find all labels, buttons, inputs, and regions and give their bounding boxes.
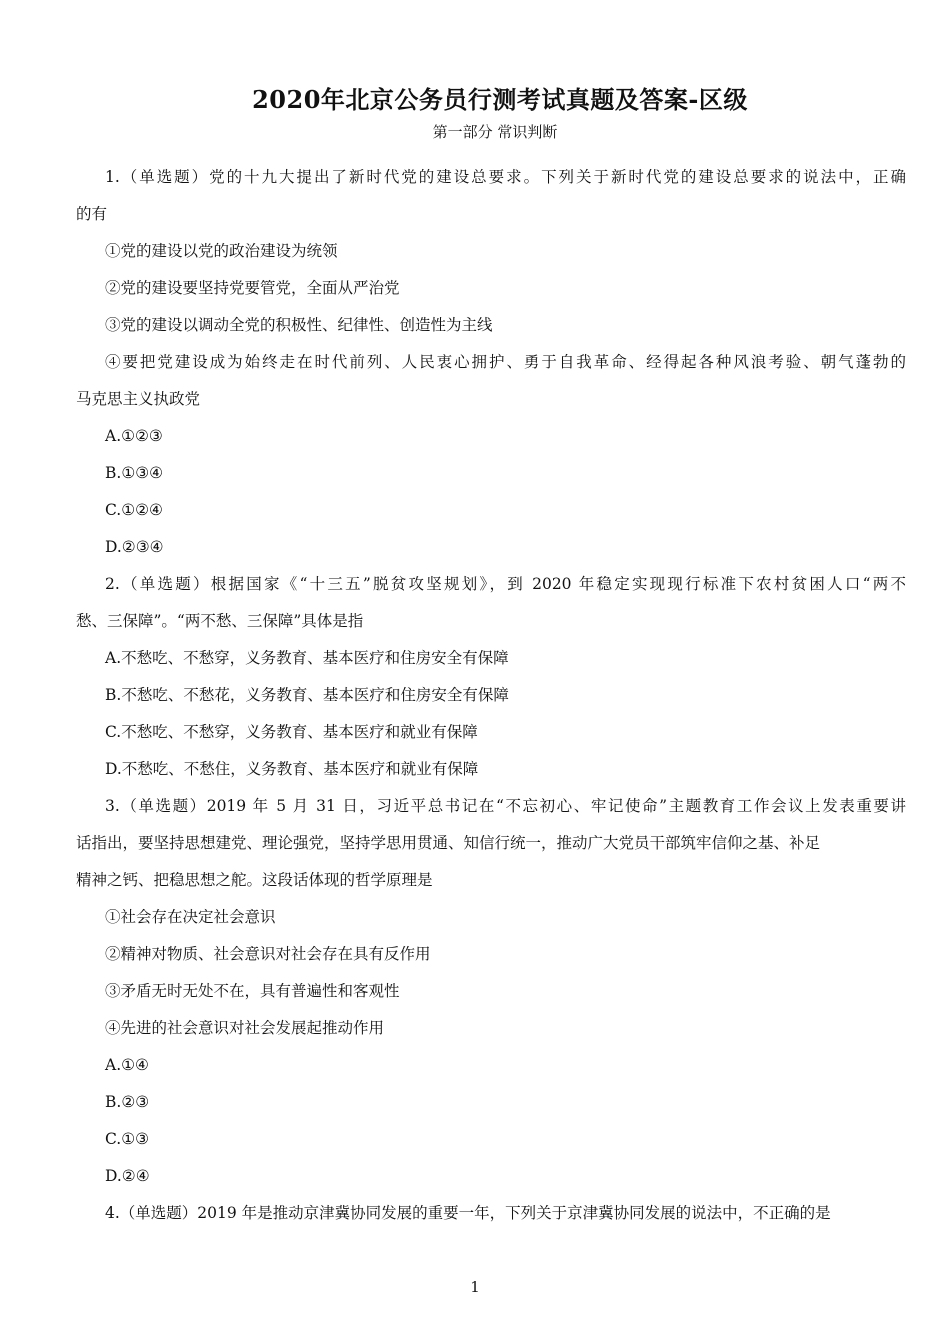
question-stem-line: 3.（单选题）2019 年 5 月 31 日，习近平总书记在“不忘初心、牢记使命”主题教育工作会议上发表重要讲 (105, 797, 906, 815)
answer-option: C.不愁吃、不愁穿，义务教育、基本医疗和就业有保障 (105, 723, 478, 741)
statement-item: ③党的建设以调动全党的积极性、纪律性、创造性为主线 (105, 316, 493, 334)
question-1 (76, 159, 906, 566)
statement-item: ①社会存在决定社会意识 (105, 908, 276, 926)
statement-item: ②党的建设要坚持党要管党，全面从严治党 (105, 279, 400, 297)
statement-item-continuation: 马克思主义执政党 (76, 390, 201, 408)
question-stem-line: 精神之钙、把稳思想之舵。这段话体现的哲学原理是 (76, 871, 433, 889)
page-number: 1 (470, 1278, 480, 1296)
question-stem-line: 愁、三保障”。“两不愁、三保障”具体是指 (76, 612, 364, 630)
answer-option: C.①②④ (105, 501, 163, 519)
statement-item: ④先进的社会意识对社会发展起推动作用 (105, 1019, 385, 1037)
question-4 (76, 1195, 906, 1232)
statement-item: ①党的建设以党的政治建设为统领 (105, 242, 338, 260)
answer-option: A.①②③ (105, 427, 163, 445)
question-stem-line: 2.（单选题）根据国家《“十三五”脱贫攻坚规划》，到 2020 年稳定实现现行标准下农村贫困人口“两不 (105, 575, 906, 593)
answer-option: D.②③④ (105, 538, 164, 556)
answer-option: A.不愁吃、不愁穿，义务教育、基本医疗和住房安全有保障 (105, 649, 509, 667)
document-body (76, 159, 906, 1232)
statement-item: ③矛盾无时无处不在，具有普遍性和客观性 (105, 982, 400, 1000)
question-2 (76, 566, 906, 788)
question-3 (76, 788, 906, 1195)
statement-item: ④要把党建设成为始终走在时代前列、人民衷心拥护、勇于自我革命、经得起各种风浪考验、朝气蓬勃的 (105, 353, 906, 371)
question-stem-line: 4.（单选题）2019 年是推动京津冀协同发展的重要一年，下列关于京津冀协同发展的说法中，不正确的是 (105, 1204, 831, 1222)
question-stem-line: 的有 (76, 205, 108, 223)
answer-option: D.不愁吃、不愁住，义务教育、基本医疗和就业有保障 (105, 760, 479, 778)
answer-option: B.①③④ (105, 464, 164, 482)
question-stem-line: 话指出，要坚持思想建党、理论强党，坚持学思用贯通、知信行统一，推动广大党员干部筑牢信仰之基、补足 (76, 834, 821, 852)
answer-option: C.①③ (105, 1130, 150, 1148)
statement-item: ②精神对物质、社会意识对社会存在具有反作用 (105, 945, 431, 963)
document-title: 2020年北京公务员行测考试真题及答案-区级 (252, 85, 748, 114)
answer-option: D.②④ (105, 1167, 150, 1185)
section-heading: 第一部分 常识判断 (432, 123, 558, 141)
answer-option: B.②③ (105, 1093, 150, 1111)
answer-option: A.①④ (105, 1056, 149, 1074)
answer-option: B.不愁吃、不愁花，义务教育、基本医疗和住房安全有保障 (105, 686, 509, 704)
question-stem-line: 1.（单选题）党的十九大提出了新时代党的建设总要求。下列关于新时代党的建设总要求的说法中，正确 (105, 168, 906, 186)
